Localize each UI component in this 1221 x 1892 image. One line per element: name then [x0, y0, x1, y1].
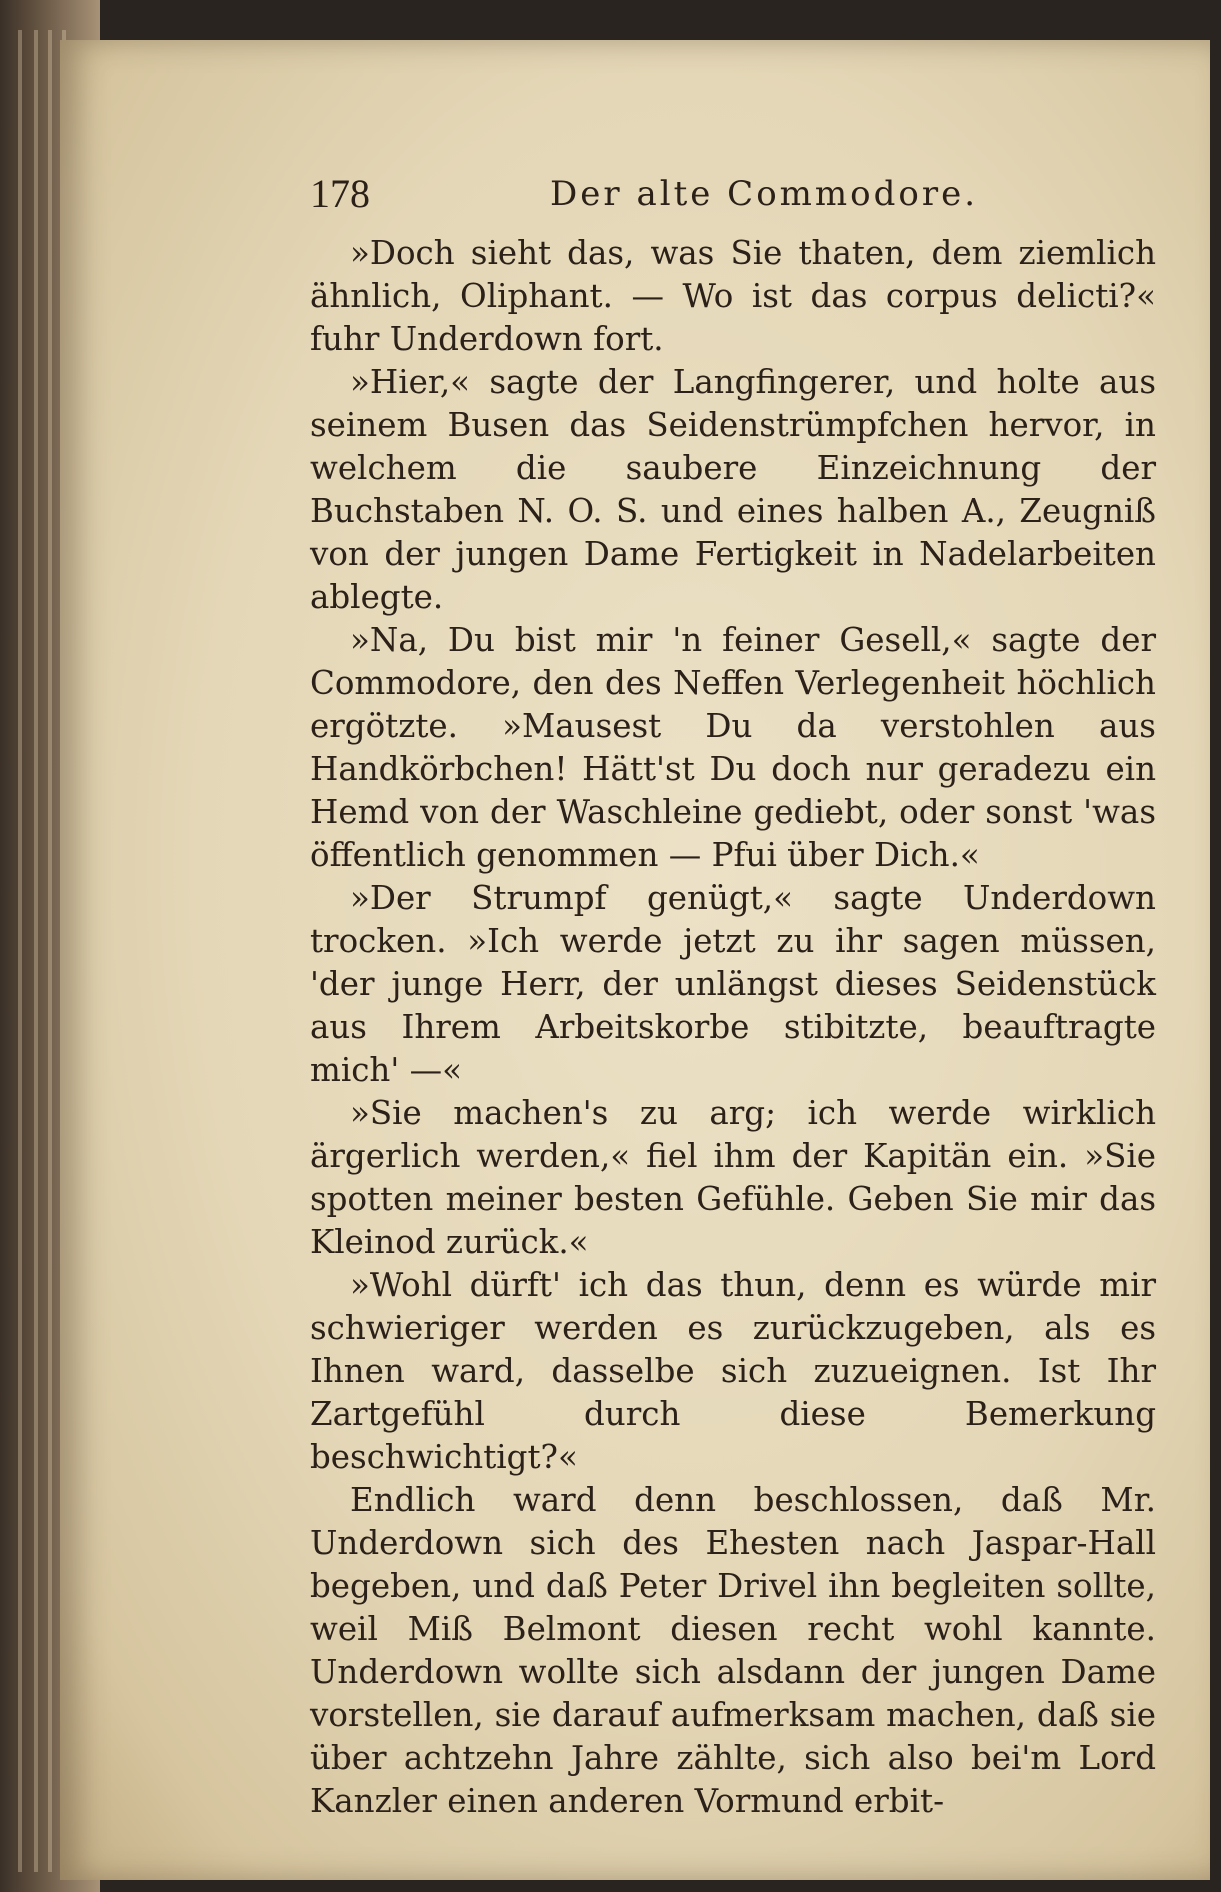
page-edge-line — [34, 30, 38, 1872]
running-head — [310, 168, 1156, 220]
paragraph: »Sie machen's zu arg; ich werde wirklich ärgerlich werden,« fiel ihm der Kapitän ein. »Sie spotten meiner besten Gefühle. Geben Sie mir das Kleinod zurück.« — [310, 1094, 1156, 1261]
running-title: Der alte Commodore. — [550, 174, 979, 214]
paragraph: »Wohl dürft' ich das thun, denn es würde mir schwieriger werden es zurückzugeben, als es Ihnen ward, dasselbe sich zuzueignen. Ist Ihr Zartgefühl durch diese Bemerkung beschwichtigt?« — [310, 1266, 1156, 1476]
page-edge-line — [48, 30, 52, 1872]
page-number: 178 — [310, 171, 370, 216]
paragraph: »Hier,« sagte der Langfingerer, und holte aus seinem Busen das Seidenstrümpfchen hervor, in welchem die saubere Einzeichnung der Buchstaben N. O. S. und eines halben A., Zeugniß von der jungen Dame Fertigkeit in Nadelarbeiten ablegte. — [310, 363, 1156, 616]
paragraph: »Der Strumpf genügt,« sagte Underdown trocken. »Ich werde jetzt zu ihr sagen müssen, 'der junge Herr, der unlängst dieses Seidenstück aus Ihrem Arbeitskorbe stibitzte, beauftragte mich' —« — [310, 879, 1156, 1089]
page-content — [310, 168, 1156, 1823]
paragraph: Endlich ward denn beschlossen, daß Mr. Underdown sich des Ehesten nach Jaspar-Hall begeben, und daß Peter Drivel ihn begleiten sollte, weil Miß Belmont diesen recht wohl kannte. Underdown wollte sich alsdann der jungen Dame vorstellen, sie darauf aufmerksam machen, daß sie über achtzehn Jahre zählte, sich also bei'm Lord Kanzler einen anderen Vormund erbit- — [310, 1481, 1156, 1820]
body-text — [310, 232, 1156, 1823]
page-edge-line — [18, 30, 22, 1872]
paragraph: »Doch sieht das, was Sie thaten, dem ziemlich ähnlich, Oliphant. — Wo ist das corpus delicti?« fuhr Underdown fort. — [310, 234, 1156, 358]
paragraph: »Na, Du bist mir 'n feiner Gesell,« sagte der Commodore, den des Neffen Verlegenheit höchlich ergötzte. »Mausest Du da verstohlen aus Handkörbchen! Hätt'st Du doch nur geradezu ein Hemd von der Waschleine gediebt, oder sonst 'was öffentlich genommen — Pfui über Dich.« — [310, 621, 1156, 874]
